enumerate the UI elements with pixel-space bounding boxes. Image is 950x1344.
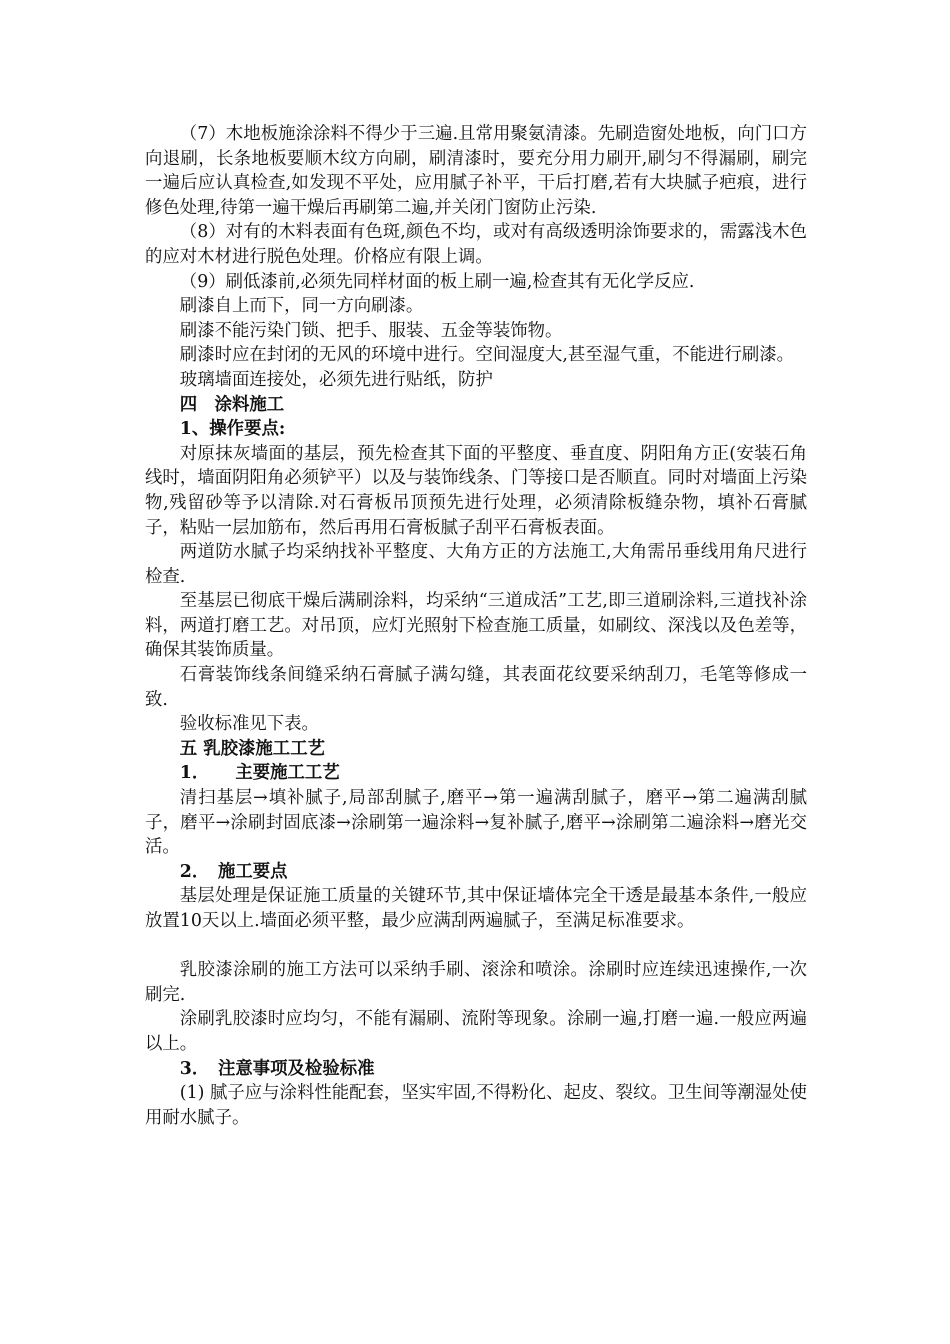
paragraph-acceptance: 验收标准见下表。 [179,714,319,735]
heading-main-process: 1． 主要施工工艺 [179,763,340,784]
heading-section-4: 四 涂料施工 [179,394,285,415]
paragraph-primer-test: （9）刷低漆前,必须先同样材面的板上刷一遍,检查其有无化学反应. [179,271,695,292]
paragraph-three-coats: 至基层已彻底干燥后满刷涂料，均采纳“三道成活”工艺,即三道刷涂料,三道找补涂料，两道打磨工艺。对吊顶，应灯光照射下检查施工质量，如刷纹、深浅以及色差等，确保其装饰质量。 [145,591,807,661]
paragraph-putty-match: (1) 腻子应与涂料性能配套，坚实牢固,不得粉化、起皮、裂纹。卫生间等潮湿处使用耐水腻子。 [145,1083,807,1128]
blank-line [145,934,807,959]
paragraph-wood-floor-coating: （7）木地板施涂涂料不得少于三遍.且常用聚氨清漆。先刷造窗处地板，向门口方向退刷，长条地板要顺木纹方向刷，刷清漆时，要充分用力刷开,刷匀不得漏刷，刷完一遍后应认真检查,如发现不平处，应用腻子补平，干后打磨,若有大块腻子疤痕，进行修色处理,待第一遍干燥后再刷第二遍,并关闭门窗防止污染. [145,124,807,218]
paragraph-enclosed-env: 刷漆时应在封闭的无风的环境中进行。空间湿度大,甚至湿气重，不能进行刷漆。 [179,345,795,366]
heading-section-5: 五 乳胶漆施工工艺 [179,738,325,759]
paragraph-waterproof-putty: 两道防水腻子均采纳找补平整度、大角方正的方法施工,大角需吊垂线用角尺进行检查. [145,542,807,587]
paragraph-gypsum-lines: 石膏装饰线条间缝采纳石膏腻子满勾缝，其表面花纹要采纳刮刀，毛笔等修成一致. [145,665,807,710]
heading-notes-standards: 3． 注意事项及检验标准 [179,1058,375,1079]
paragraph-base-treatment: 基层处理是保证施工质量的关键环节,其中保证墙体完全干透是最基本条件,一般应放置10天以上.墙面必须平整，最少应满刮两遍腻子，至满足标准要求。 [145,886,807,931]
paragraph-top-down: 刷漆自上而下，同一方向刷漆。 [179,296,424,317]
paragraph-process-steps: 清扫基层→填补腻子,局部刮腻子,磨平→第一遍满刮腻子，磨平→第二遍满刮腻子，磨平→涂刷封固底漆→涂刷第一遍涂料→复补腻子,磨平→涂刷第二遍涂料→磨光交活。 [145,788,807,858]
paragraph-base-check: 对原抹灰墙面的基层，预先检查其下面的平整度、垂直度、阴阳角方正(安装石角线时，墙面阴阳角必须铲平）以及与装饰线条、门等接口是否顺直。同时对墙面上污染物,残留砂等予以清除.对石膏板吊顶预先进行处理，必须清除板缝杂物，填补石膏腻子，粘贴一层加筋布，然后再用石膏板腻子刮平石膏板表面。 [145,443,807,538]
heading-construction-points: 2． 施工要点 [179,861,288,882]
paragraph-wood-decolor: （8）对有的木料表面有色斑,颜色不均，或对有高级透明涂饰要求的，需露浅木色的应对木材进行脱色处理。价格应有限上调。 [145,222,807,267]
document-page [145,122,807,1130]
paragraph-methods: 乳胶漆涂刷的施工方法可以采纳手刷、滚涂和喷涂。涂刷时应连续迅速操作,一次刷完. [145,960,807,1005]
heading-operation-points: 1、操作要点: [179,419,286,440]
paragraph-uniform: 涂刷乳胶漆时应均匀，不能有漏刷、流附等现象。涂刷一遍,打磨一遍.一般应两遍以上。 [145,1009,807,1054]
paragraph-glass-protect: 玻璃墙面连接处，必须先进行贴纸，防护 [179,369,493,390]
paragraph-no-contamination: 刷漆不能污染门锁、把手、服装、五金等装饰物。 [179,320,563,341]
